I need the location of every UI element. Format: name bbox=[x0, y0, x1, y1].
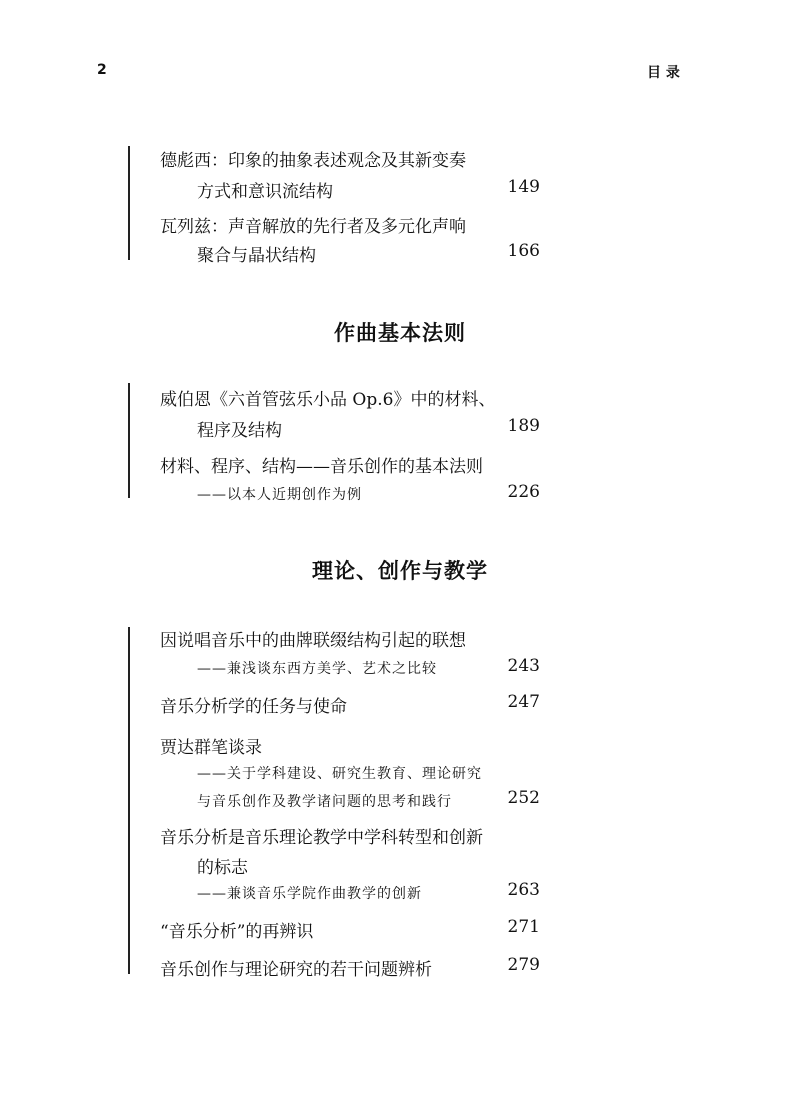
toc-entry-title[interactable]: 德彪西：印象的抽象表述观念及其新变奏 bbox=[160, 151, 466, 171]
toc-entry-title-cont[interactable]: 聚合与晶状结构 bbox=[197, 246, 316, 266]
section-rule bbox=[128, 383, 130, 498]
toc-page-number[interactable]: 166 bbox=[507, 241, 540, 261]
section-rule bbox=[128, 146, 130, 260]
toc-page-number[interactable]: 252 bbox=[507, 788, 540, 808]
toc-page-number[interactable]: 279 bbox=[507, 955, 540, 975]
running-header-title: 目 录 bbox=[647, 65, 680, 81]
toc-entry-title[interactable]: 材料、程序、结构——音乐创作的基本法则 bbox=[160, 457, 483, 477]
toc-page-number[interactable]: 263 bbox=[507, 880, 540, 900]
toc-page-number[interactable]: 271 bbox=[507, 917, 540, 937]
toc-page-number[interactable]: 189 bbox=[507, 416, 540, 436]
toc-page-number[interactable]: 247 bbox=[507, 692, 540, 712]
toc-entry-subtitle[interactable]: ——以本人近期创作为例 bbox=[197, 487, 362, 503]
toc-entry-title-cont[interactable]: 的标志 bbox=[197, 858, 248, 878]
toc-entry-title[interactable]: 威伯恩《六首管弦乐小品 Op.6》中的材料、 bbox=[160, 390, 496, 410]
toc-entry-title-cont[interactable]: 程序及结构 bbox=[197, 421, 282, 441]
toc-entry-subtitle[interactable]: ——兼浅谈东西方美学、艺术之比较 bbox=[197, 661, 437, 677]
toc-entry-subtitle[interactable]: ——关于学科建设、研究生教育、理论研究 bbox=[197, 766, 482, 782]
section-heading: 作曲基本法则 bbox=[334, 321, 466, 345]
toc-page-number[interactable]: 243 bbox=[507, 656, 540, 676]
toc-entry-title[interactable]: 因说唱音乐中的曲牌联缀结构引起的联想 bbox=[160, 631, 466, 651]
section-heading: 理论、创作与教学 bbox=[312, 559, 488, 583]
toc-entry-title[interactable]: 音乐分析是音乐理论教学中学科转型和创新 bbox=[160, 828, 483, 848]
section-rule bbox=[128, 627, 130, 974]
toc-entry-title[interactable]: 音乐分析学的任务与使命 bbox=[160, 697, 347, 717]
toc-page-number[interactable]: 149 bbox=[507, 177, 540, 197]
toc-entry-subtitle[interactable]: ——兼谈音乐学院作曲教学的创新 bbox=[197, 886, 422, 902]
toc-entry-title-cont[interactable]: 方式和意识流结构 bbox=[197, 182, 333, 202]
toc-entry-subtitle[interactable]: 与音乐创作及教学诸问题的思考和践行 bbox=[197, 794, 452, 810]
toc-entry-title[interactable]: 瓦列兹：声音解放的先行者及多元化声响 bbox=[160, 217, 466, 237]
toc-entry-title[interactable]: 音乐创作与理论研究的若干问题辨析 bbox=[160, 960, 432, 980]
toc-entry-title[interactable]: 贾达群笔谈录 bbox=[160, 738, 262, 758]
page-number: 2 bbox=[97, 62, 107, 78]
toc-page-number[interactable]: 226 bbox=[507, 482, 540, 502]
toc-entry-title[interactable]: “音乐分析”的再辨识 bbox=[160, 922, 314, 942]
